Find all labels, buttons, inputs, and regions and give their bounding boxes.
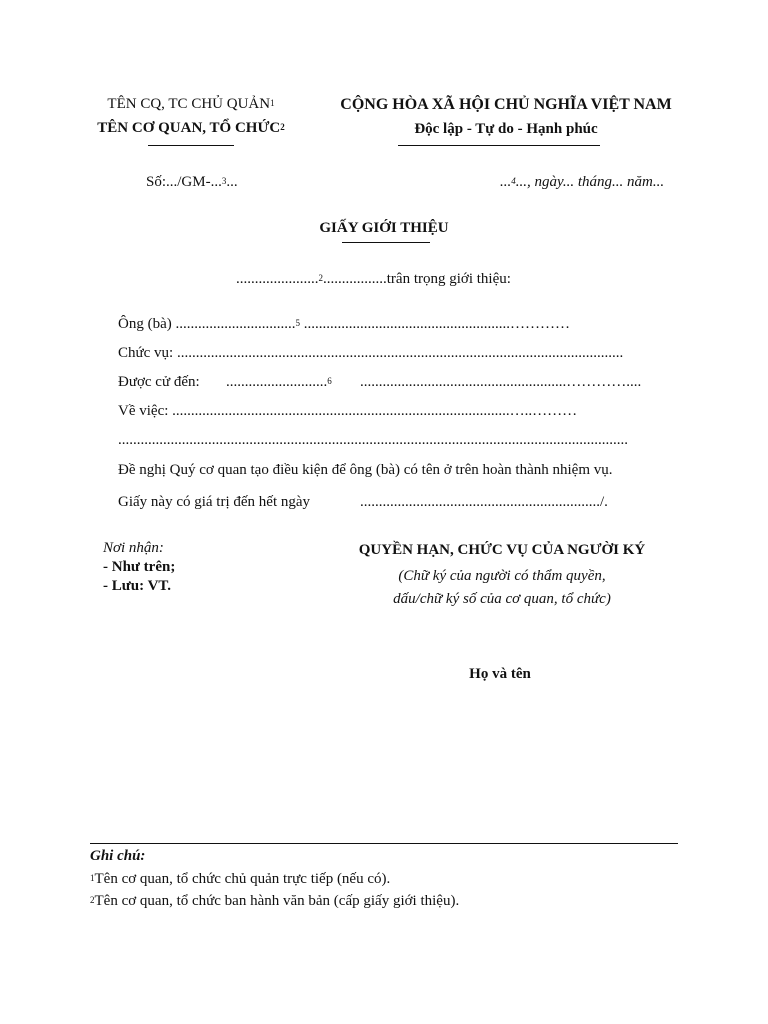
footnote-text: Tên cơ quan, tổ chức ban hành văn bản (cấp giấy giới thiệu). <box>94 893 460 909</box>
footnote-ref-6: 6 <box>327 376 332 386</box>
signer-name: Họ và tên <box>469 666 531 682</box>
document-title: GIẤY GIỚI THIỆU <box>319 220 449 236</box>
footnote-ref-5: 5 <box>295 318 300 328</box>
field-duoc-cu-dots-1: ........................... <box>226 374 328 390</box>
document-date <box>500 174 664 191</box>
notes-label: Ghi chú: <box>90 848 146 864</box>
parent-agency-name <box>60 96 322 113</box>
field-ong-ba <box>118 316 570 333</box>
recipient-item: - Như trên; <box>103 559 176 575</box>
field-ong-ba-dots: ................................ <box>175 316 296 332</box>
national-motto: Độc lập - Tự do - Hạnh phúc <box>414 121 598 137</box>
document-number-suffix: ... <box>226 174 238 190</box>
footnote-ref-2b: 2 <box>318 273 323 283</box>
footnote-separator <box>90 843 678 844</box>
intro-text: .................trân trọng giới thiệu: <box>323 271 511 287</box>
parent-agency-text: TÊN CQ, TC CHỦ QUẢN <box>107 96 271 112</box>
field-duoc-cu-dots-right <box>360 374 641 391</box>
footnote-item <box>90 893 459 910</box>
document-number <box>146 174 238 191</box>
document-title-underline <box>342 242 430 243</box>
signature-note-line2: dấu/chữ ký số của cơ quan, tổ chức) <box>393 591 611 607</box>
request-sentence: Đề nghị Quý cơ quan tạo điều kiện để ông (bà) có tên ở trên hoàn thành nhiệm vụ. <box>118 462 613 478</box>
field-duoc-cu-dots-2: .......................................................………….... <box>360 374 642 390</box>
issuing-agency-text: TÊN CƠ QUAN, TỔ CHỨC <box>97 120 281 136</box>
document-date-suffix: ..., ngày... tháng... năm... <box>515 174 665 190</box>
field-duoc-cu-label: Được cử đến: <box>118 374 200 390</box>
signer-position: QUYỀN HẠN, CHỨC VỤ CỦA NGƯỜI KÝ <box>358 542 646 558</box>
field-ong-ba-dots-2: .......................................................………… <box>299 316 570 332</box>
footnote-ref-4: 4 <box>511 176 516 186</box>
national-title: CỘNG HÒA XÃ HỘI CHỦ NGHĨA VIỆT NAM <box>340 96 672 113</box>
validity-label: Giấy này có giá trị đến hết ngày <box>118 494 311 510</box>
field-chuc-vu: Chức vụ: ....................................................................................................................... <box>118 345 624 361</box>
field-ve-viec: Về việc: ..........................................................................................…..……… <box>118 403 578 419</box>
footnote-text: Tên cơ quan, tổ chức chủ quản trực tiếp (nếu có). <box>94 871 391 887</box>
issuing-agency-underline <box>148 145 234 146</box>
footnote-number: 1 <box>90 873 95 883</box>
recipients-label: Nơi nhận: <box>103 540 164 556</box>
field-duoc-cu-dots <box>226 374 332 391</box>
footnote-ref-3: 3 <box>221 176 227 186</box>
recipient-item: - Lưu: VT. <box>103 578 172 594</box>
signature-note-line1: (Chữ ký của người có thẩm quyền, <box>398 568 606 584</box>
footnote-ref-2: 2 <box>280 122 285 132</box>
field-ong-ba-label: Ông (bà) <box>118 316 176 332</box>
document-number-prefix: Số:.../GM-... <box>146 174 222 190</box>
document-date-prefix: ... <box>500 174 512 190</box>
field-continuation: ........................................................................................................................................ <box>118 432 628 448</box>
validity-dots: ................................................................/. <box>360 494 608 510</box>
national-motto-underline <box>398 145 600 146</box>
footnote-ref-1: 1 <box>270 98 275 108</box>
footnote-item <box>90 871 390 888</box>
field-duoc-cu-den <box>118 374 200 391</box>
issuing-agency-name <box>60 120 322 137</box>
footnote-number: 2 <box>90 895 95 905</box>
intro-dots: ...................... <box>236 271 319 287</box>
introduction-line <box>236 271 511 288</box>
